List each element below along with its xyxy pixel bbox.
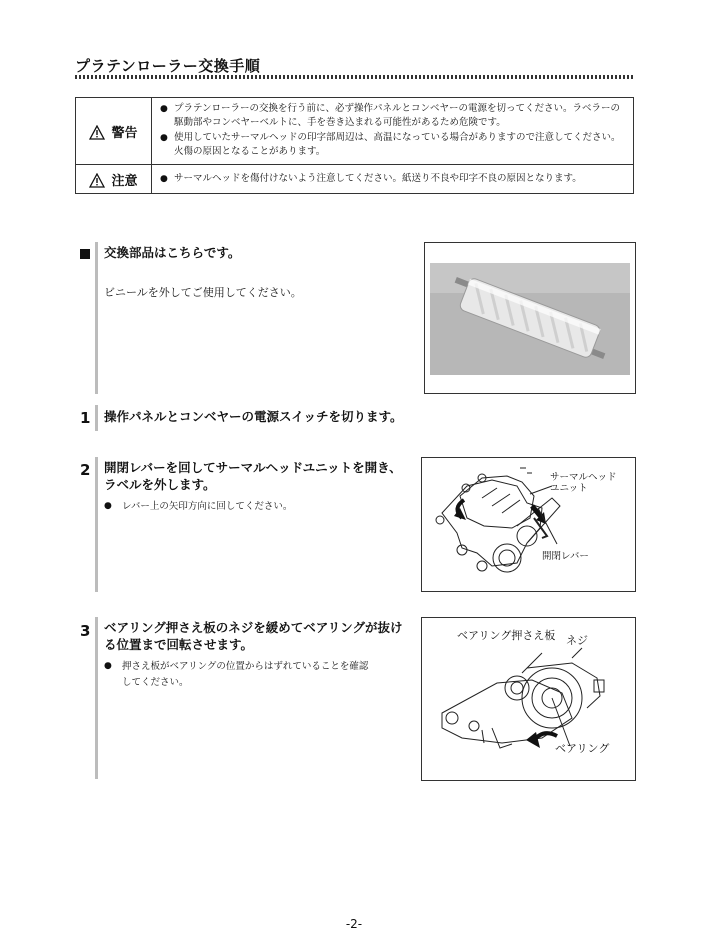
step-number: 3: [80, 622, 91, 640]
step-bar: [95, 457, 98, 592]
warning-label: 警告: [111, 125, 138, 141]
page-title: プラテンローラー交換手順: [75, 57, 261, 75]
step-heading: る位置まで回転させます。: [104, 637, 254, 652]
page-number: -2-: [345, 917, 363, 931]
title-underline: [75, 75, 633, 79]
step-heading: 操作パネルとコンベヤーの電源スイッチを切ります。: [104, 409, 403, 424]
parts-text: ビニールを外してご使用してください。: [104, 286, 302, 299]
safety-table: [75, 97, 634, 194]
step-bullet: ● 押さえ板がベアリングの位置からはずれていることを確認: [104, 661, 369, 672]
caution-triangle-icon: [89, 173, 105, 188]
warning-label-cell: [76, 98, 152, 165]
warning-row: [76, 98, 634, 165]
step-bullet-cont: してください。: [122, 677, 189, 688]
fig3-label-bearing: ベアリング: [555, 742, 610, 755]
fig2-label-head: サーマルヘッド ユニット: [550, 472, 617, 494]
step-heading: ラベルを外します。: [104, 477, 216, 492]
caution-label-cell: [76, 165, 152, 194]
platen-roller-photo: [424, 242, 636, 394]
step-bullet: ● レバー上の矢印方向に回してください。: [104, 501, 293, 512]
section-bar: [95, 242, 98, 394]
bearing-figure: [421, 617, 636, 781]
warning-triangle-icon: [89, 125, 105, 140]
caution-label: 注意: [111, 173, 138, 189]
step-number: 1: [80, 409, 91, 427]
caution-item: ● サーマルヘッドを傷付けないよう注意してください。紙送り不良や印字不良の原因となります。: [160, 172, 582, 184]
section-square-marker: [80, 249, 90, 259]
warning-item: ● 使用していたサーマルヘッドの印字部周辺は、高温になっている場合がありますので注意してください。火傷の原因となることがあります。: [160, 132, 621, 157]
warning-messages: [152, 98, 634, 165]
step-number: 2: [80, 461, 91, 479]
caution-messages: [152, 165, 634, 194]
caution-row: [76, 165, 634, 194]
step-bar: [95, 405, 98, 431]
fig3-label-plate: ベアリング押さえ板: [457, 629, 556, 642]
fig3-label-screw: ネジ: [566, 634, 588, 647]
parts-heading: 交換部品はこちらです。: [104, 245, 241, 260]
head-unit-figure: [421, 457, 636, 592]
warning-item: ● プラテンローラーの交換を行う前に、必ず操作パネルとコンベヤーの電源を切ってください。ラベラーの駆動部やコンベヤーベルトに、手を巻き込まれる可能性があるため危険です。: [160, 103, 621, 128]
step-bar: [95, 617, 98, 779]
step-heading: ベアリング押さえ板のネジを緩めてベアリングが抜け: [104, 620, 403, 635]
step-heading: 開閉レバーを回してサーマルヘッドユニットを開き、: [104, 460, 402, 475]
fig2-label-lever: 開閉レバー: [542, 551, 589, 562]
